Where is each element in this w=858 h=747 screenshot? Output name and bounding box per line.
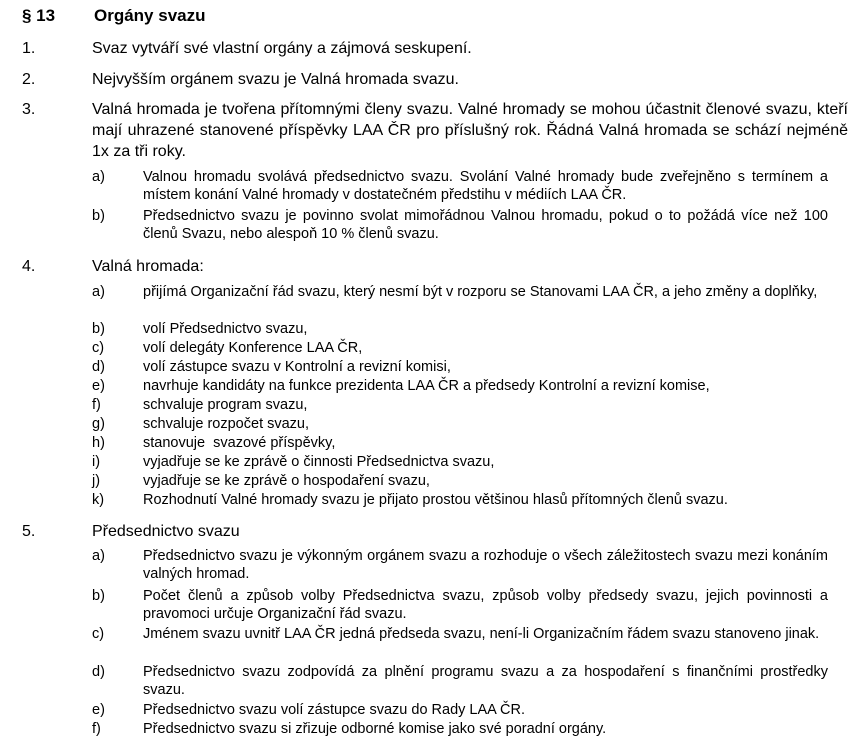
sub-item-letter: c) <box>92 340 105 356</box>
sub-item-letter: g) <box>92 416 105 432</box>
sub-item-letter: d) <box>92 359 105 375</box>
item-text: Valná hromada: <box>92 258 204 275</box>
sub-item-letter: j) <box>92 473 101 489</box>
sub-item-text: Valnou hromadu svolává předsednictvo svazu. Svolání Valné hromady bude zveřejněno s termínem a místem konání Valné hromady v dostatečném předstihu v médiích LAA ČR. <box>143 169 828 203</box>
sub-item-text: vyjadřuje se ke zprávě o hospodaření svazu, <box>143 473 430 489</box>
item-text: Předsednictvo svazu <box>92 523 240 540</box>
item-number: 5. <box>22 523 36 540</box>
sub-item-text: Předsednictvo svazu zodpovídá za plnění programu svazu a za hospodaření s finančními prostředky svazu. <box>143 664 828 698</box>
sub-item-text: volí Předsednictvo svazu, <box>143 321 308 337</box>
sub-item-text: přijímá Organizační řád svazu, který nesmí být v rozporu se Stanovami LAA ČR, a jeho změny a doplňky, <box>143 284 818 300</box>
sub-item-letter: b) <box>92 588 105 604</box>
sub-item-text: navrhuje kandidáty na funkce prezidenta LAA ČR a předsedy Kontrolní a revizní komise, <box>143 378 710 394</box>
sub-item-letter: a) <box>92 169 105 185</box>
sub-item-letter: c) <box>92 626 105 642</box>
item-text: Nejvyšším orgánem svazu je Valná hromada svazu. <box>92 71 459 88</box>
sub-item-text: schvaluje program svazu, <box>143 397 308 413</box>
sub-item-text: stanovuje svazové příspěvky, <box>143 435 336 451</box>
sub-item-text: schvaluje rozpočet svazu, <box>143 416 310 432</box>
sub-item-text: Jménem svazu uvnitř LAA ČR jedná předseda svazu, není-li Organizačním řádem svazu stanoveno jinak. <box>143 626 820 642</box>
sub-item-letter: e) <box>92 378 105 394</box>
sub-item-text: Počet členů a způsob volby Předsednictva svazu, způsob volby předsedy svazu, jejich povinnosti a pravomoci určuje Organizační řád svazu. <box>143 588 828 622</box>
sub-item-text: Předsednictvo svazu je povinno svolat mimořádnou Valnou hromadu, pokud o to požádá více než 100 členů Svazu, nebo alespoň 10 % členů svazu. <box>143 208 828 242</box>
sub-item-letter: b) <box>92 208 105 224</box>
sub-item-letter: f) <box>92 721 101 737</box>
section-number: § 13 <box>22 6 56 25</box>
sub-item-text: Předsednictvo svazu je výkonným orgánem svazu a rozhoduje o všech záležitostech svazu mezi konáním valných hromad. <box>143 548 828 582</box>
sub-item-letter: d) <box>92 664 105 680</box>
sub-item-letter: a) <box>92 284 105 300</box>
item-number: 3. <box>22 101 36 118</box>
item-number: 4. <box>22 258 36 275</box>
sub-item-text: vyjadřuje se ke zprávě o činnosti Předsednictva svazu, <box>143 454 495 470</box>
item-text: Svaz vytváří své vlastní orgány a zájmová seskupení. <box>92 40 472 57</box>
item-number: 1. <box>22 40 36 57</box>
sub-item-text: Předsednictvo svazu si zřizuje odborné komise jako své poradní orgány. <box>143 721 607 737</box>
sub-item-letter: k) <box>92 492 105 508</box>
item-text: Valná hromada je tvořena přítomnými členy svazu. Valné hromady se mohou účastnit členové svazu, kteří mají uhrazené stanovené příspěvky LAA ČR pro příslušný rok. Řádná Valná hromada se schází nejméně 1x za tři roky. <box>92 101 848 160</box>
sub-item-letter: f) <box>92 397 101 413</box>
section-title: Orgány svazu <box>94 6 206 25</box>
sub-item-letter: b) <box>92 321 105 337</box>
sub-item-text: volí zástupce svazu v Kontrolní a revizní komisi, <box>143 359 451 375</box>
sub-item-text: Rozhodnutí Valné hromady svazu je přijato prostou většinou hlasů přítomných členů svazu. <box>143 492 728 508</box>
sub-item-text: volí delegáty Konference LAA ČR, <box>143 340 363 356</box>
sub-item-letter: i) <box>92 454 101 470</box>
sub-item-text: Předsednictvo svazu volí zástupce svazu do Rady LAA ČR. <box>143 702 526 718</box>
sub-item-letter: a) <box>92 548 105 564</box>
sub-item-letter: e) <box>92 702 105 718</box>
sub-item-letter: h) <box>92 435 105 451</box>
item-number: 2. <box>22 71 36 88</box>
